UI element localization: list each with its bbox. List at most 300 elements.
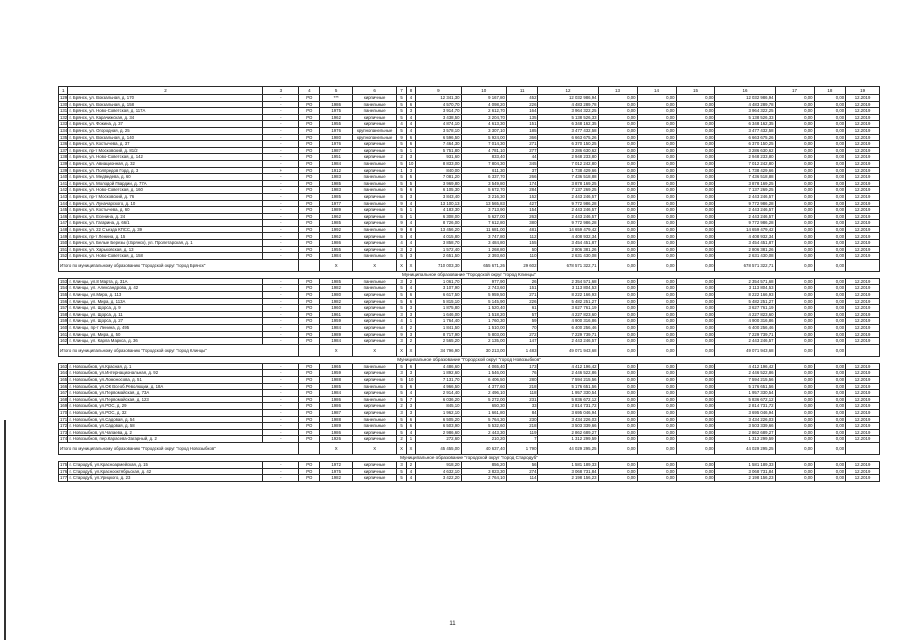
table-cell: 3 286 630,62 [538,147,598,154]
table-cell: 171 [60,416,68,422]
table-cell: 3 [406,409,415,416]
table-cell: 0,00 [637,193,676,200]
table-cell: 0,00 [775,390,814,397]
table-cell: 0,00 [775,475,814,482]
table-cell: 0,00 [775,180,814,187]
table-cell: 0,00 [676,311,715,318]
table-cell: 0,00 [814,226,846,233]
table-cell: 12.2019 [846,461,880,468]
table-cell: 4 483 289,78 [538,101,598,108]
table-cell: 0,00 [598,154,637,161]
column-number-2: 2 [68,87,263,95]
table-cell: 2 565,20 [416,338,461,345]
table-cell: г. Брянск, ул. Огородная, д. 25 [68,127,263,134]
table-cell: 6 617,50 [416,292,461,299]
table-cell: 5 [397,253,406,260]
table-cell: 133 [60,121,68,127]
table-cell: г. Брянск, ул. Костычева, д. 37 [68,141,263,148]
table-cell: - [263,226,299,233]
table-cell: 0,00 [814,246,846,253]
table-cell: 0,00 [814,200,846,207]
table-cell: 0,00 [598,390,637,397]
table-cell: 0,00 [637,121,676,128]
table-cell: РО [299,134,320,141]
table-cell: 427 [506,200,538,207]
table-cell: 0,00 [637,416,676,423]
table-cell: 2 631 430,08 [538,253,598,260]
table-cell: г. Новозыбков, пер.Карасева-Загарный, д. 2 [68,436,263,443]
table-cell: 140 [60,174,68,180]
table-cell: 2 496,10 [461,390,506,397]
table-cell: 4 874,10 [416,121,461,128]
table-cell: 0,00 [637,370,676,377]
total-cell: 40 637,40 [461,442,506,454]
table-cell: 1 581 189,33 [715,461,775,468]
table-cell: 4 [406,468,415,475]
section-title: Муниципальное образование "Городской округ "город Клинцы" [59,271,880,278]
table-cell: кирпичные [353,461,397,468]
table-cell: 158 [60,311,68,317]
table-cell: 0,00 [676,305,715,312]
table-cell: 7 436 518,88 [715,174,775,181]
column-number-14: 14 [637,87,676,95]
table-cell: 150 [60,240,68,246]
table-cell: 142 [60,187,68,193]
table-cell: 3 [397,370,406,377]
table-cell: 2 814 731,72 [715,403,775,410]
table-cell: РО [299,226,320,233]
table-cell: 3 107,90 [416,285,461,292]
table-cell: 0,00 [775,220,814,227]
table-cell: 4 900 316,86 [715,318,775,325]
section-title: Муниципальное образование "городской округ "город Стародуб" [59,454,880,461]
table-cell: г. Новозыбков, ул.Интернациональная, д. 92 [68,370,263,377]
column-number-4: 4 [299,87,320,95]
table-row [59,416,880,423]
table-cell: 0,00 [814,292,846,299]
column-number-1: 1 [59,87,68,95]
table-cell: 12 032 986,94 [538,95,598,102]
table-cell: панельные [353,160,397,167]
table-cell: 0,00 [637,108,676,115]
table-cell: 0,00 [637,220,676,227]
table-cell: панельные [353,396,397,403]
table-cell: РО [299,298,320,305]
table-cell: 380 [506,220,538,227]
table-cell: 3 [397,338,406,345]
table-cell: 12.2019 [846,95,880,102]
table-row [59,108,880,115]
table-cell: 4 408 932,34 [715,233,775,240]
total-cell: 49 071 943,68 [715,344,775,356]
table-cell: 4 [406,285,415,292]
table-cell: 0,00 [775,253,814,260]
table-cell: 12.2019 [846,376,880,383]
table-cell: г. Новозыбков, ул.Красная, д. 1 [68,363,263,370]
table-cell: кирпичные [353,213,397,220]
table-cell: 6 370 150,25 [715,141,775,148]
table-cell: 0,00 [775,207,814,214]
table-cell: 1987 [320,147,353,154]
column-number-12: 12 [538,87,598,95]
table-cell: - [263,383,299,390]
table-cell: кирпичные [353,305,397,312]
table-cell: кирпичные [353,246,397,253]
table-cell: 0,00 [598,475,637,482]
table-cell: 3 454 451,87 [538,240,598,247]
table-cell: РО [299,436,320,443]
table-cell: + [263,167,299,174]
table-cell: 0,00 [598,305,637,312]
table-row [59,409,880,416]
table-cell: г. Новозыбков, ул.Чапаева, д. 2 [68,429,263,436]
table-cell: 12.2019 [846,429,880,436]
table-cell: кирпичные [353,114,397,121]
table-cell: РО [299,174,320,181]
table-cell: 135 [60,134,68,140]
table-cell: 1976 [320,127,353,134]
table-cell: 3 [397,461,406,468]
table-cell: 8 833,00 [416,160,461,167]
table-cell: 0,00 [814,160,846,167]
table-cell: 4 065,40 [461,363,506,370]
table-cell: 0,00 [676,370,715,377]
table-row [59,331,880,338]
total-cell: 0,00 [598,344,637,356]
table-cell: 130 [60,101,68,107]
table-cell: 0,00 [775,141,814,148]
table-cell: 0,00 [637,468,676,475]
table-cell: 2 [397,154,406,161]
table-cell: 0,00 [814,233,846,240]
table-row [59,278,880,285]
table-cell: РО [299,376,320,383]
table-cell: 0,00 [637,285,676,292]
table-cell: г. Стародуб, ул.Урицкого, д. 23 [68,475,263,482]
table-cell: РО [299,200,320,207]
table-cell: 13 100,13 [416,200,461,207]
table-cell: 5 [397,193,406,200]
table-cell: 0,00 [814,154,846,161]
table-cell: кирпичные [353,325,397,332]
table-cell: 0,00 [676,390,715,397]
municipality-total-row [59,259,880,271]
table-cell: 0,00 [598,278,637,285]
table-cell: 0,00 [598,409,637,416]
table-cell: 12.2019 [846,180,880,187]
table-cell: 6 [406,363,415,370]
table-cell: кирпичные [353,331,397,338]
table-cell: 6 [406,141,415,148]
table-cell: 280 [506,376,538,383]
table-cell: 12.2019 [846,226,880,233]
table-cell: 4 227 823,60 [538,311,598,318]
table-cell: РО [299,127,320,134]
table-cell: 0,00 [637,396,676,403]
table-cell: 0,00 [637,207,676,214]
table-cell: г. Клинцы, ул. Мира, д. 113А [68,298,263,305]
table-row [59,253,880,260]
table-cell: 166 [60,383,68,389]
table-cell: 0,00 [637,318,676,325]
table-cell: 1962 [320,233,353,240]
table-cell: 1 764,40 [416,318,461,325]
table-cell: РО [299,114,320,121]
table-cell: 4 098,20 [461,101,506,108]
table-cell: 2 [397,436,406,443]
table-cell: 1 661,80 [461,409,506,416]
table-cell: - [263,240,299,247]
table-cell: 0,00 [598,160,637,167]
table-cell: г. Новозыбков, ул.Первомайская, д. 123 [68,396,263,403]
table-cell: - [263,390,299,397]
table-cell: 0,00 [676,233,715,240]
total-label: Итого по муниципальному образованию "Городской округ "город Брянск" [59,259,299,271]
table-cell: 0,00 [775,154,814,161]
table-cell: 6 [406,298,415,305]
table-cell: 9 772 986,28 [715,200,775,207]
table-cell: 3 [406,311,415,318]
table-cell: 0,00 [775,95,814,102]
total-cell: 1 790 [506,442,538,454]
table-cell: 0,00 [598,193,637,200]
table-row [59,246,880,253]
table-cell: 0,00 [676,246,715,253]
table-cell: 4 [397,325,406,332]
table-cell: 2 862 689,27 [538,429,598,436]
table-row [59,292,880,299]
total-cell: 678 571 322,71 [715,259,775,271]
table-cell: г. Новозыбков, ул.Садовая, д. 58 [68,423,263,430]
table-cell: 3 068 731,84 [715,468,775,475]
table-cell: 0,00 [814,429,846,436]
table-cell: 0,00 [598,127,637,134]
table-cell: 1984 [320,390,353,397]
table-cell: 0,00 [598,285,637,292]
table-cell: 0,00 [814,193,846,200]
table-cell: 6 348 162,35 [715,121,775,128]
table-cell: 0,00 [637,174,676,181]
table-cell: 175 [60,461,68,467]
table-cell: 152 [506,193,538,200]
table-cell: кирпичные [353,233,397,240]
table-cell: 3 503 339,66 [538,423,598,430]
table-cell: кирпичные [353,141,397,148]
table-cell: 0,00 [814,278,846,285]
table-cell: 0,00 [637,253,676,260]
table-cell: кирпичные [353,468,397,475]
table-cell: г. Новозыбков, ул.РОС, д. 29 [68,403,263,410]
table-cell: 0,00 [775,174,814,181]
table-cell: 2 443,30 [461,429,506,436]
table-cell: 0,00 [598,246,637,253]
table-cell: 1982 [320,475,353,482]
total-cell: X [406,259,415,271]
table-cell: 0,00 [637,429,676,436]
table-cell: 4 [406,233,415,240]
table-cell: 3 578,10 [416,127,461,134]
table-cell: 12.2019 [846,318,880,325]
table-cell: 12.2019 [846,278,880,285]
table-cell: кирпичные [353,311,397,318]
total-cell: 0,00 [775,259,814,271]
table-cell: 3 627 761,19 [715,305,775,312]
table-cell: РО [299,461,320,468]
table-cell: 2 651,50 [416,253,461,260]
table-cell: 152 [60,253,68,259]
table-cell: 148 [60,226,68,232]
table-row [59,207,880,214]
table-cell: 1 520,40 [461,305,506,312]
table-cell: 12.2019 [846,154,880,161]
table-cell: 167 [60,390,68,396]
total-cell: X [353,259,397,271]
table-cell: - [263,200,299,207]
table-cell: 0,00 [775,423,814,430]
table-cell: 0,00 [598,95,637,102]
table-cell: 147 [60,220,68,226]
total-cell: 0,00 [637,442,676,454]
table-cell: 174 [60,436,68,442]
table-cell: 4 [397,240,406,247]
table-cell: 3 477 432,58 [538,127,598,134]
table-cell: 141 [60,180,68,186]
table-cell: 3 878 169,25 [538,180,598,187]
table-cell: РО [299,141,320,148]
table-cell: 3 [406,154,415,161]
table-cell: РО [299,95,320,102]
table-cell: 0,00 [637,305,676,312]
table-cell: 84 [506,409,538,416]
table-cell: г. Брянск, ул. Вокзальная, д. 158 [68,101,263,108]
table-cell: - [263,311,299,318]
table-cell: 1 875,80 [416,305,461,312]
table-cell: 7 081,20 [416,174,461,181]
table-cell: 1982 [320,285,353,292]
table-cell: 7 229 739,71 [538,331,598,338]
table-cell: 0,00 [598,396,637,403]
table-cell: 345 [506,160,538,167]
table-cell: 5 138 526,33 [538,114,598,121]
table-cell: 0,00 [814,220,846,227]
table-cell: 3 [397,278,406,285]
total-cell: 1 483 [506,344,538,356]
table-cell: 131 [60,108,68,114]
table-cell: 0,00 [676,436,715,443]
table-cell: - [263,174,299,181]
table-cell: РО [299,253,320,260]
table-cell: 856,20 [461,461,506,468]
table-cell: 1972 [320,461,353,468]
table-cell: 0,00 [775,298,814,305]
column-number-header [59,87,880,95]
table-cell: 0,00 [598,233,637,240]
table-row [59,383,880,390]
table-cell: 0,00 [814,331,846,338]
table-cell: 1961 [320,311,353,318]
table-cell: 5 [397,95,406,102]
table-cell: 6 663 675,26 [715,134,775,141]
table-cell: 6 036,20 [416,396,461,403]
table-cell: 0,00 [637,233,676,240]
table-cell: 3 477 432,58 [715,127,775,134]
table-cell: 153 [60,278,68,284]
table-cell: 6 505,20 [416,416,461,423]
table-cell: 12 032 986,94 [715,95,775,102]
table-cell: 3 422,20 [416,475,461,482]
table-cell: 1 892,60 [416,370,461,377]
table-cell: 0,00 [676,461,715,468]
table-cell: 2 443 246,57 [538,213,598,220]
table-cell: 1962 [320,213,353,220]
table-cell: 1 312 299,59 [715,436,775,443]
table-cell: 155 [60,292,68,298]
table-cell: 2 443 246,57 [538,193,598,200]
table-cell: 210,20 [461,436,506,443]
table-cell: - [263,278,299,285]
table-cell: 3 [397,311,406,318]
table-cell: 0,00 [598,325,637,332]
table-cell: г. Клинцы, ул. Карла Маркса, д. 36 [68,338,263,345]
table-cell: 169 [60,403,68,409]
table-cell: 4 [406,220,415,227]
table-cell: 13 565,83 [461,200,506,207]
table-cell: 1 572,40 [416,246,461,253]
table-cell: 0,00 [598,383,637,390]
table-cell: 271 [506,292,538,299]
table-cell: кирпичные [353,338,397,345]
table-cell: 0,00 [676,475,715,482]
total-cell: X [406,442,415,454]
table-cell: кирпичные [353,207,397,214]
total-cell: X [353,442,397,454]
table-cell: 0,00 [676,298,715,305]
table-cell: 0,00 [598,298,637,305]
table-cell: - [263,338,299,345]
table-cell: 3 [406,193,415,200]
table-cell: 5 [397,141,406,148]
table-cell: 7 137 269,25 [538,187,598,194]
table-cell: 0,00 [598,423,637,430]
table-cell: РО [299,207,320,214]
table-cell: г. Брянск, ул. Ново-Советская, д. 142 [68,154,263,161]
total-cell: 49 071 943,68 [538,344,598,356]
table-cell: 151 [60,246,68,252]
table-cell: 0,00 [814,298,846,305]
table-row [59,240,880,247]
table-cell: 1980 [320,134,353,141]
table-cell: 12.2019 [846,147,880,154]
table-cell: 110 [506,253,538,260]
table-cell: 0,00 [598,318,637,325]
table-cell: 0,00 [598,311,637,318]
table-cell: 112 [506,233,538,240]
table-cell: 1989 [320,207,353,214]
table-cell: 0,00 [598,240,637,247]
table-cell: 0,00 [637,147,676,154]
table-cell: 6 308,00 [416,213,461,220]
table-cell: 4 [406,390,415,397]
table-cell: 271 [506,141,538,148]
table-cell: 0,00 [814,207,846,214]
register-table [58,86,880,482]
table-cell: 12.2019 [846,160,880,167]
table-cell: 1988 [320,416,353,423]
table-cell: 0,00 [598,468,637,475]
table-cell: 0,00 [814,423,846,430]
table-row [59,213,880,220]
table-cell: 0,00 [775,468,814,475]
